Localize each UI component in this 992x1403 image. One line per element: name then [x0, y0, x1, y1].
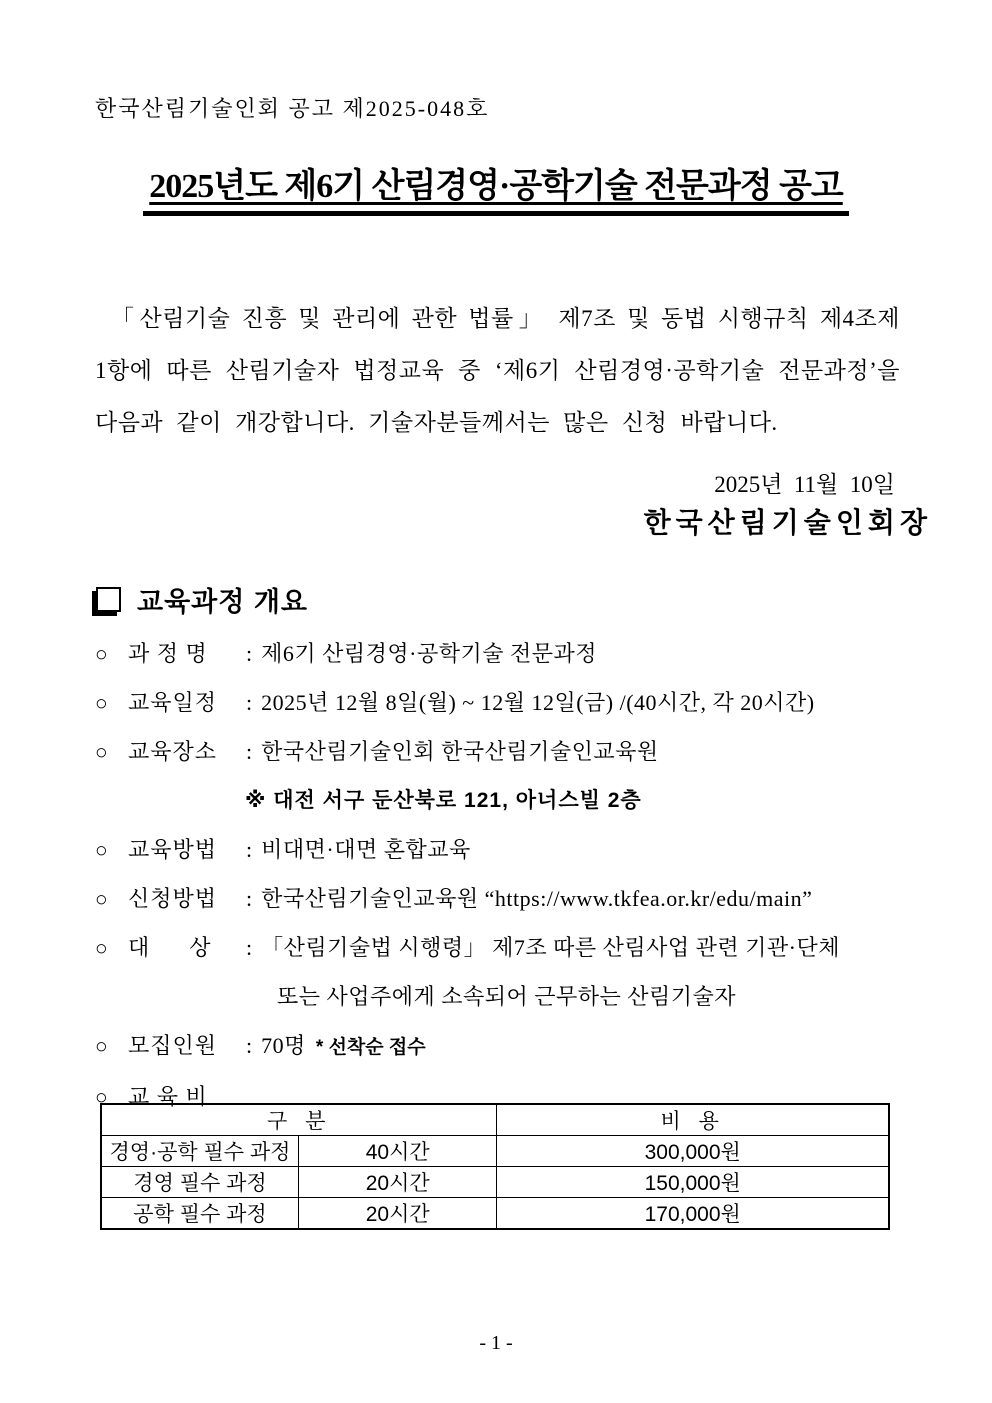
signer: 한국산림기술인회장: [643, 508, 932, 539]
intro-line-3: 다음과 같이 개강합니다. 기술자분들께서는 많은 신청 바랍니다.: [95, 410, 778, 435]
cell-hours: 40시간: [298, 1136, 496, 1167]
cell-hours: 20시간: [298, 1167, 496, 1198]
item-label: 신청방법: [128, 886, 218, 911]
capacity-first-come-note: * 선착순 접수: [315, 1037, 426, 1058]
section-heading-label: 교육과정 개요: [137, 587, 308, 617]
circle-bullet-icon: ○: [95, 691, 108, 715]
intro-paragraph: [95, 293, 900, 449]
shadowed-square-icon: [96, 587, 121, 612]
cell-hours: 20시간: [298, 1198, 496, 1230]
circle-bullet-icon: ○: [95, 887, 108, 911]
doc-number: 한국산림기술인회 공고 제2025-048호: [95, 96, 490, 121]
item-value: 70명: [261, 1033, 306, 1058]
item-label: 교육일정: [128, 690, 218, 715]
item-colon: :: [246, 837, 253, 862]
circle-bullet-icon: ○: [95, 1034, 108, 1058]
item-value: 「산림기술법 시행령」 제7조 따른 산림사업 관련 기관·단체: [261, 935, 840, 960]
item-label: 대 상: [128, 935, 212, 960]
list-item-schedule: [95, 686, 937, 720]
item-colon: :: [246, 1033, 253, 1058]
location-address-note: ※ 대전 서구 둔산북로 121, 아너스빌 2층: [245, 789, 642, 812]
list-item-method: [95, 833, 937, 867]
page-title: 2025년도 제6기 산림경영·공학기술 전문과정 공고: [149, 168, 843, 205]
item-value: 한국산림기술인회 한국산림기술인교육원: [261, 739, 659, 764]
item-colon: :: [246, 739, 253, 764]
item-value: 비대면·대면 혼합교육: [261, 837, 471, 862]
title-block: [0, 158, 992, 216]
list-item-capacity: [95, 1029, 937, 1065]
cell-cost: 170,000원: [497, 1198, 889, 1230]
item-label: 교육장소: [128, 739, 218, 764]
item-label: 교육방법: [128, 837, 218, 862]
cell-course: 경영 필수 과정: [101, 1167, 298, 1198]
circle-bullet-icon: ○: [95, 642, 108, 666]
cell-course: 경영·공학 필수 과정: [101, 1136, 298, 1167]
item-colon: :: [246, 690, 253, 715]
item-value: 2025년 12월 8일(월) ~ 12월 12일(금) /(40시간, 각 20시간): [261, 690, 815, 715]
item-label: 과 정 명: [128, 641, 208, 666]
header-category: 구 분: [101, 1104, 497, 1136]
list-item-application: [95, 882, 937, 916]
item-label: 교 육 비: [128, 1084, 208, 1109]
course-overview-list: [95, 637, 937, 1129]
announcement-date: 2025년 11월 10일: [714, 472, 895, 497]
table-row: [101, 1167, 889, 1198]
intro-line-2: 1항에 따른 산림기술자 법정교육 중 ‘제6기 산림경영·공학기술 전문과정’을: [95, 358, 900, 383]
table-row: [101, 1198, 889, 1230]
table-row: [101, 1136, 889, 1167]
cell-cost: 300,000원: [497, 1136, 889, 1167]
list-item-course-name: [95, 637, 937, 671]
item-value: 제6기 산림경영·공학기술 전문과정: [261, 641, 597, 666]
page-number: - 1 -: [479, 1332, 513, 1354]
item-value-url: 한국산림기술인교육원 “https://www.tkfea.or.kr/edu/main”: [261, 886, 813, 911]
item-colon: :: [246, 935, 253, 960]
item-label: 모집인원: [128, 1033, 218, 1058]
table-header-row: [101, 1104, 889, 1136]
intro-line-1: 「산림기술 진흥 및 관리에 관한 법률」 제7조 및 동법 시행규칙 제4조제: [111, 306, 900, 331]
target-value-line2: 또는 사업주에게 소속되어 근무하는 산림기술자: [277, 984, 737, 1009]
header-cost: 비 용: [497, 1104, 889, 1136]
list-item-target: [95, 931, 937, 1014]
circle-bullet-icon: ○: [95, 740, 108, 764]
circle-bullet-icon: ○: [95, 936, 108, 960]
circle-bullet-icon: ○: [95, 1085, 108, 1109]
item-colon: :: [246, 641, 253, 666]
fee-table: [100, 1103, 890, 1230]
list-item-location: [95, 735, 937, 818]
cell-cost: 150,000원: [497, 1167, 889, 1198]
item-colon: :: [246, 886, 253, 911]
cell-course: 공학 필수 과정: [101, 1198, 298, 1230]
title-underline-rule: [143, 158, 849, 216]
section-heading: [92, 580, 308, 619]
circle-bullet-icon: ○: [95, 838, 108, 862]
